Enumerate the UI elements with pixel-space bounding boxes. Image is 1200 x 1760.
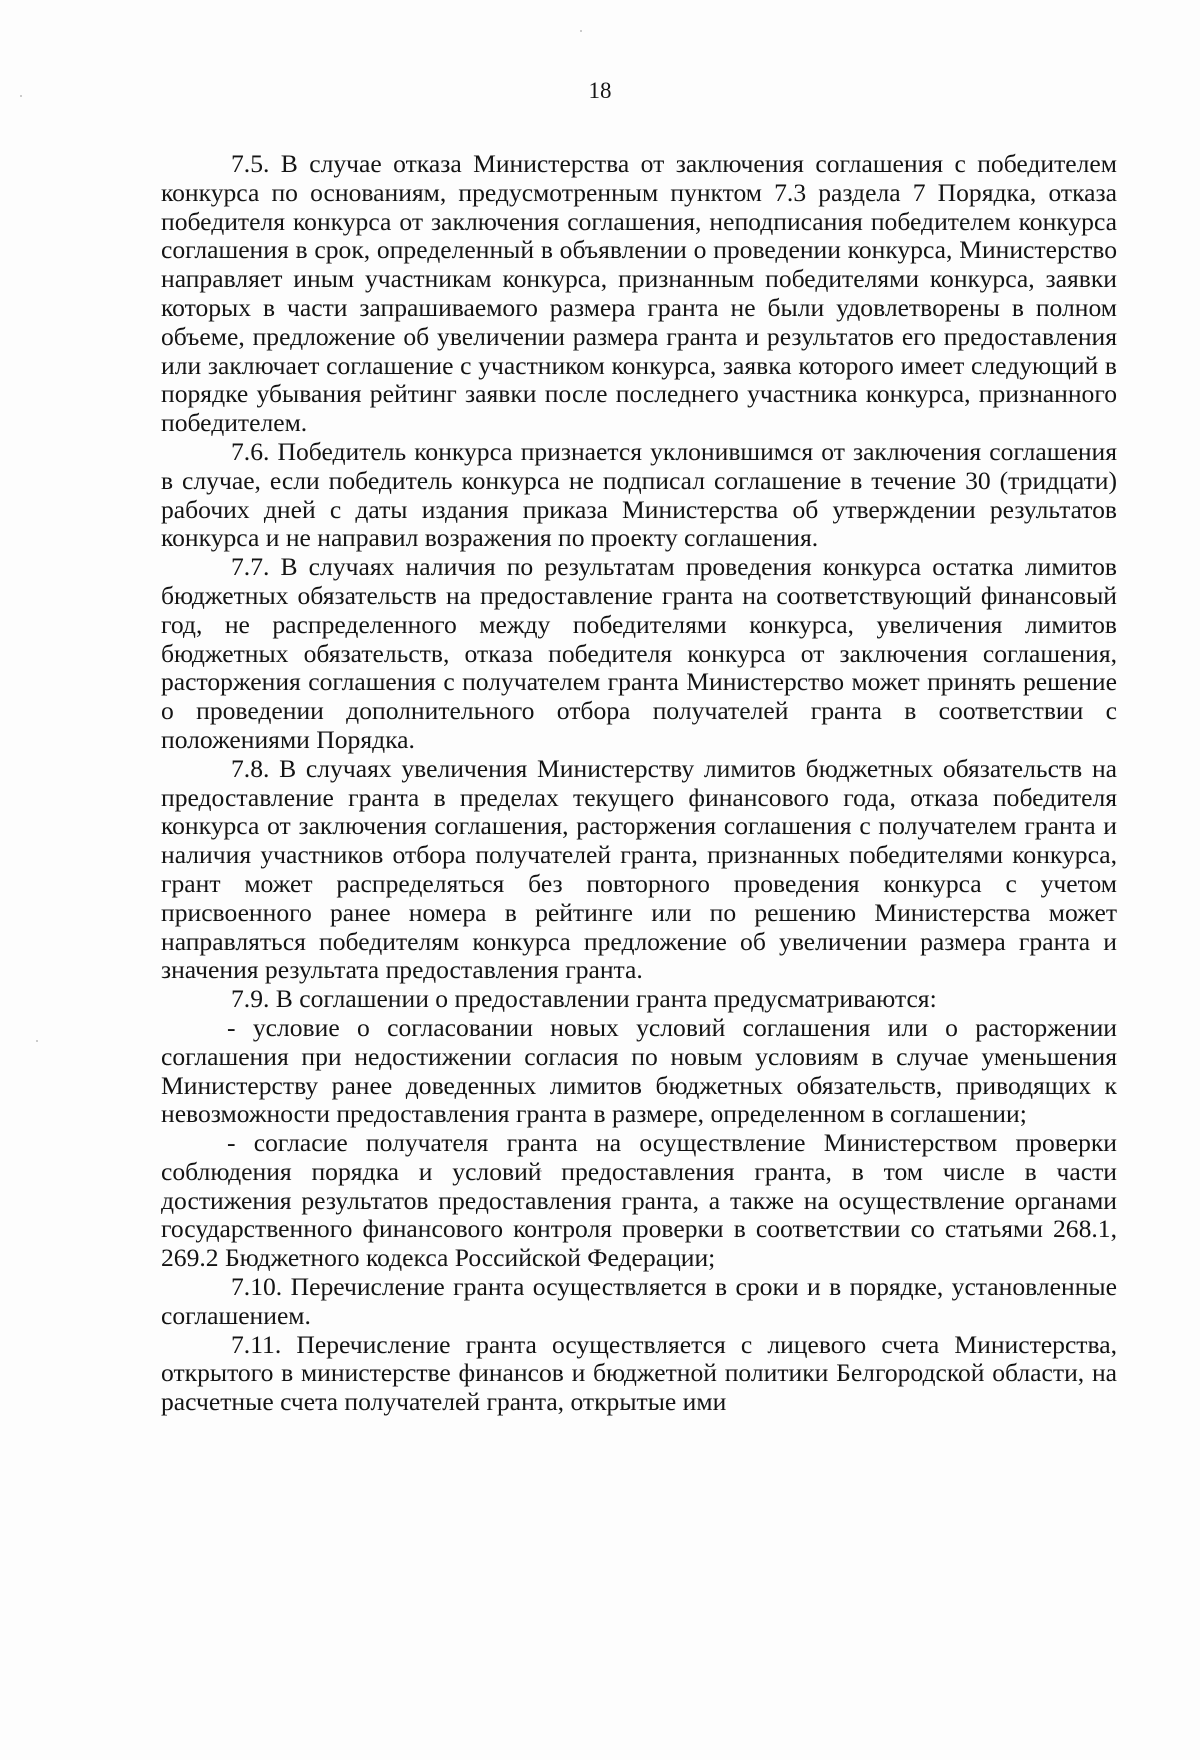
paragraph-7-11: 7.11. Перечисление гранта осуществляется с лицевого счета Министерства, открытого в министерстве финансов и бюджетной политики Белгородской области, на расчетные счета получателей гранта, открытые ими xyxy=(161,1329,1117,1417)
list-item-condition: - условие о согласовании новых условий соглашения или о расторжении соглашения при недостижении согласия по новым условиям в случае уменьшения Министерству ранее доведенных лимитов бюджетных обязательств, приводящих к невозможности предоставления гранта в размере, определенном в соглашении; xyxy=(161,1012,1117,1129)
page-number: 18 xyxy=(588,78,612,103)
paragraph-7-9: 7.9. В соглашении о предоставлении гранта предусматриваются: xyxy=(231,984,937,1014)
paragraph-7-10: 7.10. Перечисление гранта осуществляется в сроки и в порядке, установленные соглашением. xyxy=(161,1272,1117,1330)
scan-speck xyxy=(36,1040,38,1042)
paragraph-7-6: 7.6. Победитель конкурса признается уклонившимся от заключения соглашения в случае, если победитель конкурса не подписал соглашение в течение 30 (тридцати) рабочих дней с даты издания приказа Министерства об утверждении результатов конкурса и не направил возражения по проекту соглашения. xyxy=(161,436,1117,553)
paragraph-7-7: 7.7. В случаях наличия по результатам проведения конкурса остатка лимитов бюджетных обязательств на предоставление гранта на соответствующий финансовый год, не распределенного между победителями конкурса, увеличения лимитов бюджетных обязательств, отказа победителя конкурса от заключения соглашения, расторжения соглашения с получателем гранта Министерство может принять решение о проведении дополнительного отбора получателей гранта в соответствии с положениями Порядка. xyxy=(161,552,1117,754)
list-item-consent: - согласие получателя гранта на осуществление Министерством проверки соблюдения порядка и условий предоставления гранта, в том числе в части достижения результатов предоставления гранта, а также на осуществление органами государственного финансового контроля проверки в соответствии со статьями 268.1, 269.2 Бюджетного кодекса Российской Федерации; xyxy=(161,1128,1117,1273)
scan-speck xyxy=(580,30,582,32)
document-body xyxy=(161,150,1117,1417)
paragraph-7-5: 7.5. В случае отказа Министерства от заключения соглашения с победителем конкурса по основаниям, предусмотренным пунктом 7.3 раздела 7 Порядка, отказа победителя конкурса от заключения соглашения, неподписания победителем конкурса соглашения в срок, определенный в объявлении о проведении конкурса, Министерство направляет иным участникам конкурса, признанным победителями конкурса, заявки которых в части запрашиваемого размера гранта не были удовлетворены в полном объеме, предложение об увеличении размера гранта и результатов его предоставления или заключает соглашение с участником конкурса, заявка которого имеет следующий в порядке убывания рейтинг заявки после последнего участника конкурса, признанного победителем. xyxy=(161,149,1117,438)
paragraph-7-8: 7.8. В случаях увеличения Министерству лимитов бюджетных обязательств на предоставление гранта в пределах текущего финансового года, отказа победителя конкурса от заключения соглашения, расторжения соглашения с получателем гранта и наличия участников отбора получателей гранта, признанных победителями конкурса, грант может распределяться без повторного проведения конкурса с учетом присвоенного ранее номера в рейтинге или по решению Министерства может направляться победителям конкурса предложение об увеличении размера гранта и значения результата предоставления гранта. xyxy=(161,753,1117,985)
